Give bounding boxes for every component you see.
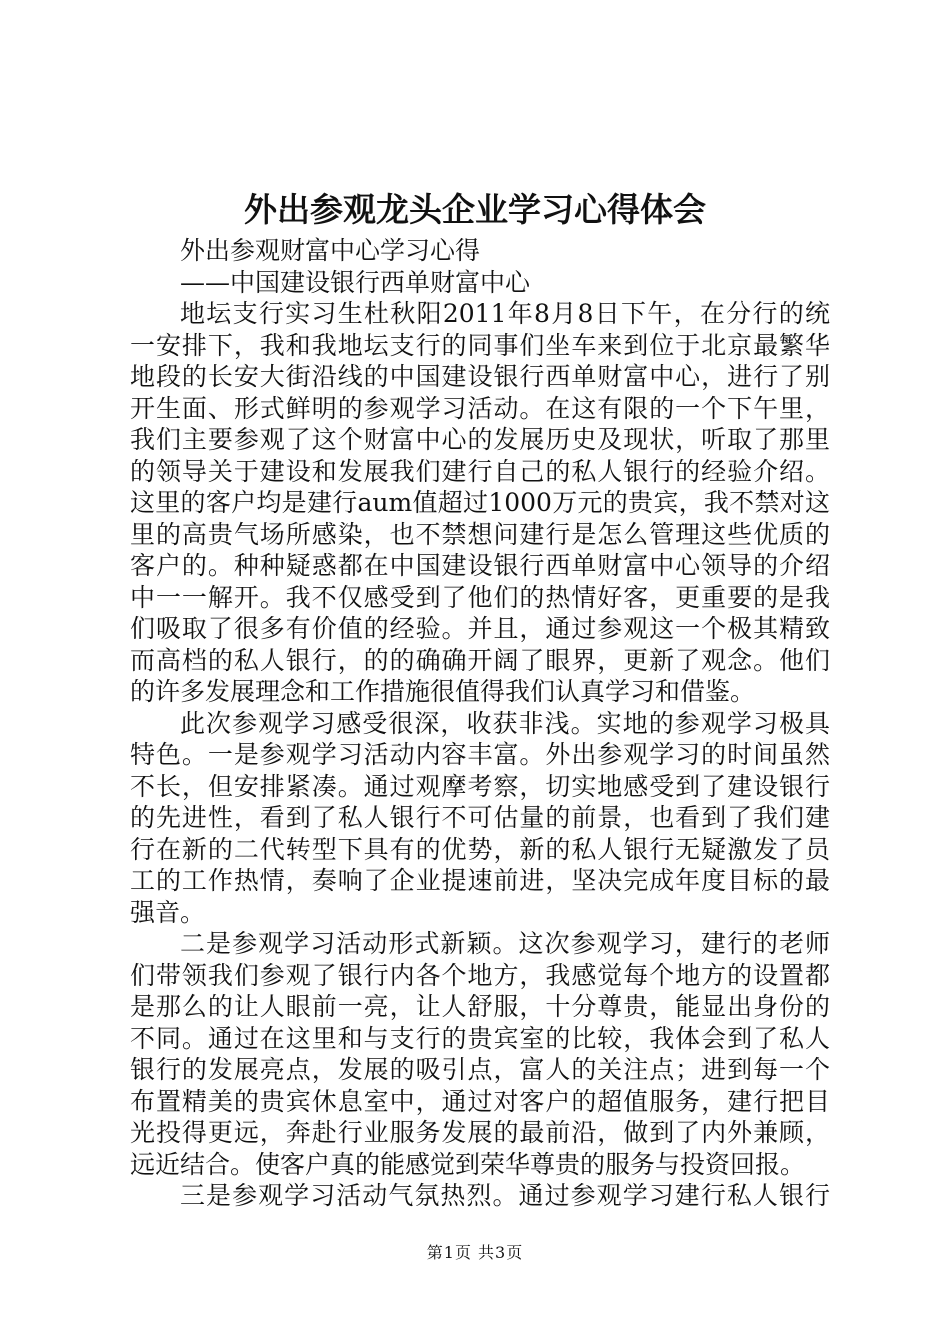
text-line: 中一一解开。我不仅感受到了他们的热情好客，更重要的是我 (130, 582, 830, 612)
text-line: 我们主要参观了这个财富中心的发展历史及现状，听取了那里 (130, 425, 830, 454)
text-line: 三是参观学习活动气氛热烈。通过参观学习建行私人银行 (180, 1181, 830, 1210)
text-line: 里的高贵气场所感染，也不禁想问建行是怎么管理这些优质的 (130, 519, 830, 549)
text-line: 光投得更远，奔赴行业服务发展的最前沿，做到了内外兼顾， (130, 1118, 830, 1147)
text-line: 强音。 (130, 897, 206, 927)
text-line: ——中国建设银行西单财富中心 (180, 267, 531, 297)
text-line: 此次参观学习感受很深，收获非浅。实地的参观学习极具 (180, 708, 830, 738)
text-line: 外出参观财富中心学习心得 (180, 236, 481, 265)
document-body (130, 235, 830, 1212)
text-line: 工的工作热情，奏响了企业提速前进，坚决完成年度目标的最 (130, 866, 830, 895)
text-line: 地坛支行实习生杜秋阳2011年8月8日下午，在分行的统 (180, 299, 830, 328)
text-line: 银行的发展亮点，发展的吸引点，富人的关注点；进到每一个 (130, 1055, 830, 1084)
text-line: 这里的客户均是建行aum值超过1000万元的贵宾，我不禁对这 (130, 488, 830, 517)
text-line: 特色。一是参观学习活动内容丰富。外出参观学习的时间虽然 (130, 740, 830, 769)
text-line: 二是参观学习活动形式新颖。这次参观学习，建行的老师 (180, 929, 830, 958)
document-title: 外出参观龙头企业学习心得体会 (244, 190, 706, 229)
text-line: 而高档的私人银行，的的确确开阔了眼界，更新了观念。他们 (130, 645, 830, 675)
text-line: 的领导关于建设和发展我们建行自己的私人银行的经验介绍。 (130, 456, 830, 486)
text-line: 行在新的二代转型下具有的优势，新的私人银行无疑激发了员 (130, 834, 830, 864)
text-line: 一安排下，我和我地坛支行的同事们坐车来到位于北京最繁华 (130, 330, 830, 360)
text-line: 们带领我们参观了银行内各个地方，我感觉每个地方的设置都 (130, 960, 830, 990)
text-line: 们吸取了很多有价值的经验。并且，通过参观这一个极其精致 (130, 614, 830, 643)
text-line: 不长，但安排紧凑。通过观摩考察，切实地感受到了建设银行 (130, 771, 830, 801)
text-line: 客户的。种种疑惑都在中国建设银行西单财富中心领导的介绍 (130, 551, 830, 580)
page-footer: 第1页 共3页 (426, 1243, 524, 1262)
text-line: 是那么的让人眼前一亮，让人舒服，十分尊贵，能显出身份的 (130, 992, 830, 1021)
text-line: 远近结合。使客户真的能感觉到荣华尊贵的服务与投资回报。 (130, 1149, 806, 1179)
text-line: 不同。通过在这里和与支行的贵宾室的比较，我体会到了私人 (130, 1023, 830, 1053)
text-line: 开生面、形式鲜明的参观学习活动。在这有限的一个下午里， (130, 393, 830, 423)
text-line: 地段的长安大街沿线的中国建设银行西单财富中心，进行了别 (130, 362, 830, 391)
text-line: 的许多发展理念和工作措施很值得我们认真学习和借鉴。 (130, 677, 756, 706)
text-line: 布置精美的贵宾休息室中，通过对客户的超值服务，建行把目 (130, 1086, 830, 1116)
text-line: 的先进性，看到了私人银行不可估量的前景，也看到了我们建 (130, 803, 830, 832)
